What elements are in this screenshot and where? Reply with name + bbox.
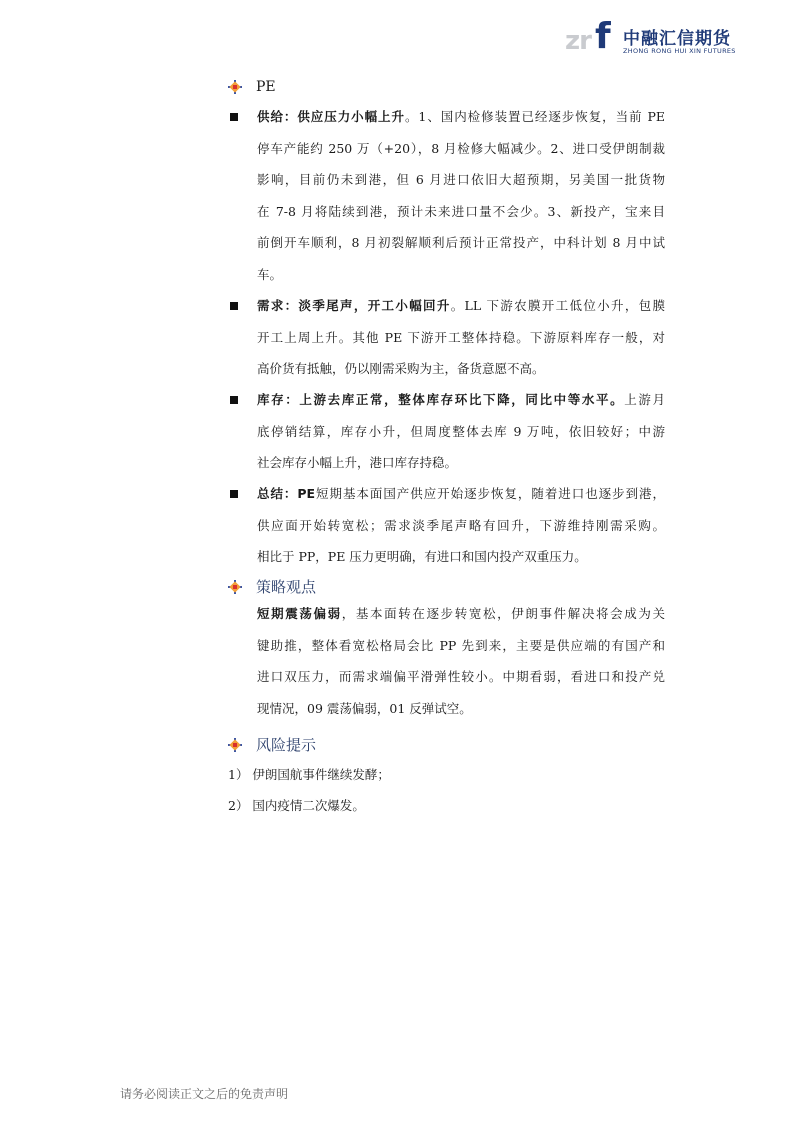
- section-heading-pe: [228, 79, 276, 95]
- section-heading-strategy: [228, 576, 316, 597]
- paragraph-line: 开工上周上升。其他 PE 下游开工整体持稳。下游原料库存一般，对: [257, 329, 665, 345]
- paragraph-line: 现情况，09 震荡偏弱，01 反弹试空。: [257, 700, 472, 716]
- inventory-label: 库存：上游去库正常，整体库存环比下降，同比中等水平。: [257, 392, 625, 407]
- company-logo: [565, 18, 755, 62]
- heading-star-icon: [228, 738, 242, 752]
- summary-paragraph: [257, 478, 665, 573]
- paragraph-line: 停车产能约 250 万（+20），8 月检修大幅减少。2、进口受伊朗制裁: [257, 140, 665, 156]
- heading-star-icon: [228, 580, 242, 594]
- supply-label: 供给：供应压力小幅上升: [257, 109, 405, 124]
- heading-star-icon: [228, 80, 242, 94]
- logo-mark: zr: [565, 26, 591, 56]
- section-title-pe: PE: [256, 79, 276, 95]
- section-title-risk: 风险提示: [256, 736, 317, 754]
- square-bullet-icon: [230, 113, 238, 121]
- section-title-strategy: 策略观点: [256, 578, 317, 596]
- paragraph-line: 键助推，整体看宽松格局会比 PP 先到来，主要是供应端的有国产和: [257, 637, 665, 653]
- supply-paragraph: [257, 101, 665, 290]
- summary-label: 总结：PE: [257, 486, 316, 501]
- paragraph-line: 供应面开始转宽松；需求淡季尾声略有回升，下游维持刚需采购。: [257, 517, 665, 533]
- paragraph-line: 在 7-8 月将陆续到港，预计未来进口量不会少。3、新投产，宝来目: [257, 203, 665, 219]
- paragraph-line: 影响，目前仍未到港，但 6 月进口依旧大超预期，另美国一批货物: [257, 172, 665, 187]
- paragraph-line: 上游月: [624, 392, 665, 407]
- paragraph-line: 相比于 PP，PE 压力更明确，有进口和国内投产双重压力。: [257, 549, 587, 564]
- risk-item: 2） 国内疫情二次爆发。: [228, 798, 365, 813]
- paragraph-line: 车。: [257, 266, 283, 282]
- paragraph-line: 短期基本面国产供应开始逐步恢复，随着进口也逐步到港，: [315, 486, 665, 501]
- company-name-en: ZHONG RONG HUI XIN FUTURES: [623, 47, 736, 55]
- square-bullet-icon: [230, 396, 238, 404]
- paragraph-line: 高价货有抵触，仍以刚需采购为主，备货意愿不高。: [257, 361, 545, 376]
- section-heading-risk: [228, 734, 316, 755]
- paragraph-line: 底停销结算，库存小升，但周度整体去库 9 万吨，依旧较好；中游: [257, 423, 665, 439]
- paragraph-line: 。1、国内检修装置已经逐步恢复，当前 PE: [404, 109, 665, 124]
- risk-item: 1） 伊朗国航事件继续发酵；: [228, 767, 390, 782]
- strategy-label: 短期震荡偏弱: [257, 606, 342, 621]
- paragraph-line: 。LL 下游农膜开工低位小升，包膜: [450, 298, 665, 313]
- paragraph-line: 前倒开车顺利，8 月初裂解顺利后预计正常投产，中科计划 8 月中试: [257, 235, 665, 250]
- demand-label: 需求：淡季尾声，开工小幅回升: [257, 298, 451, 313]
- company-name-cn: 中融汇信期货: [623, 29, 731, 49]
- footer-disclaimer: 请务必阅读正文之后的免责声明: [120, 1087, 289, 1101]
- demand-paragraph: [257, 290, 665, 385]
- square-bullet-icon: [230, 302, 238, 310]
- square-bullet-icon: [230, 490, 238, 498]
- paragraph-line: 进口双压力，而需求端偏平滑弹性较小。中期看弱，看进口和投产兑: [257, 669, 665, 684]
- logo-f-mark: f: [595, 16, 611, 57]
- strategy-paragraph: [257, 598, 665, 724]
- inventory-paragraph: [257, 384, 665, 479]
- paragraph-line: 社会库存小幅上升，港口库存持稳。: [257, 455, 458, 470]
- paragraph-line: ，基本面转在逐步转宽松，伊朗事件解决将会成为关: [341, 606, 665, 621]
